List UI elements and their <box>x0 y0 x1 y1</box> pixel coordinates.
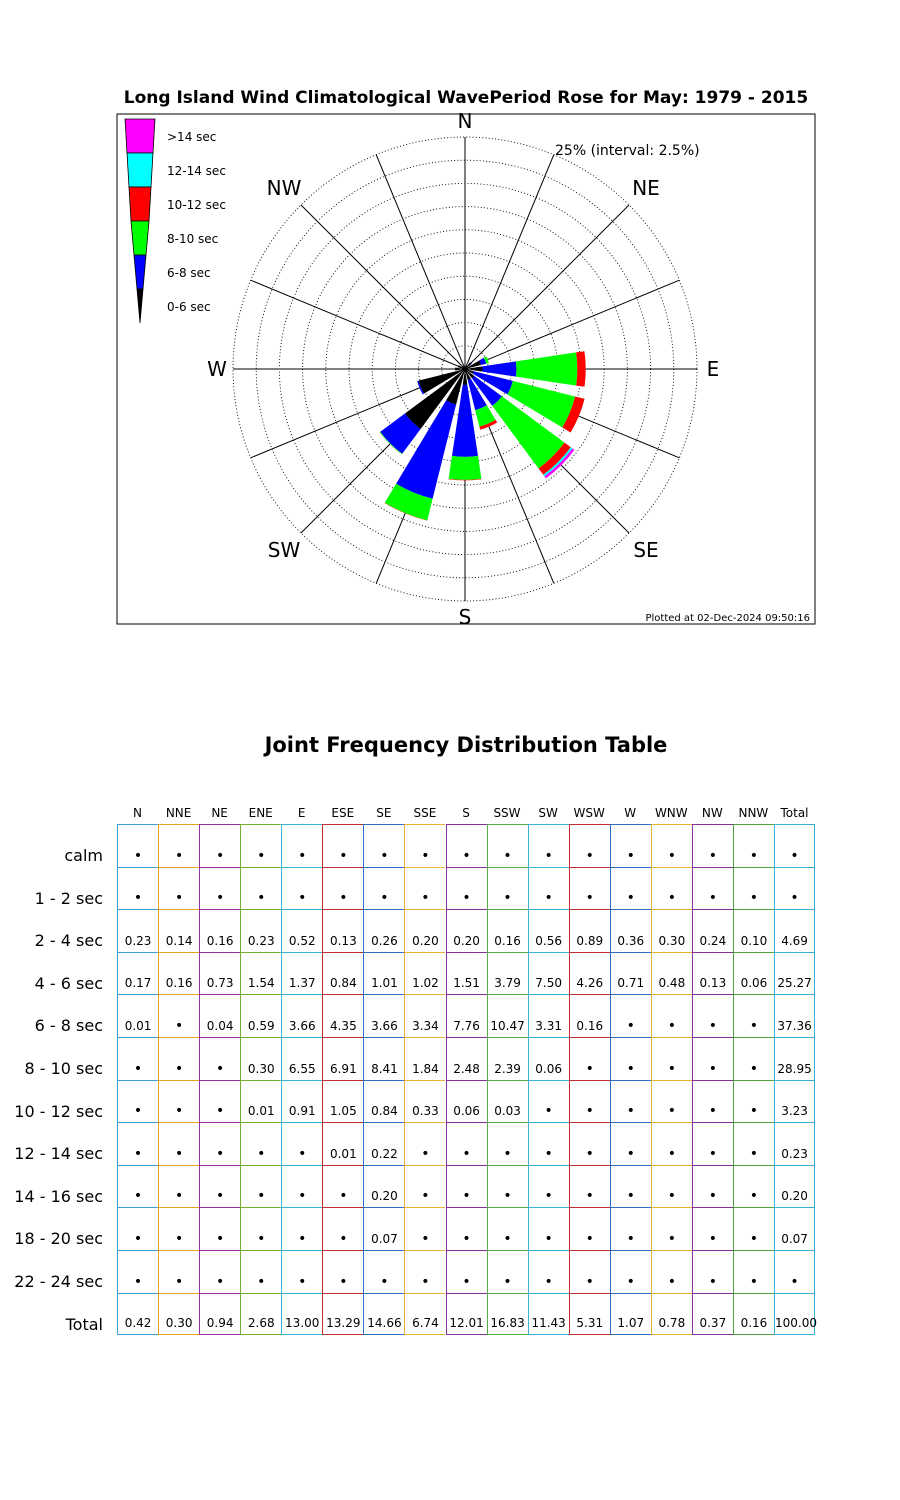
row-header-5: 8 - 10 sec <box>24 1059 103 1078</box>
table-cell: • <box>610 1207 651 1250</box>
compass-label-se: SE <box>633 538 659 562</box>
table-cell: • <box>158 1080 199 1123</box>
compass-label-w: W <box>207 357 227 381</box>
table-cell: 4.69 <box>774 909 815 952</box>
col-header-e: E <box>297 806 306 820</box>
table-title: Joint Frequency Distribution Table <box>264 733 668 757</box>
table-cell: • <box>528 1122 569 1165</box>
table-cell: 3.66 <box>363 994 404 1037</box>
table-cell: • <box>528 867 569 910</box>
table-cell: 2.68 <box>240 1293 281 1336</box>
table-cell: 0.06 <box>528 1037 569 1080</box>
legend-label-1: 12-14 sec <box>167 164 226 178</box>
table-cell: • <box>692 824 733 867</box>
table-cell: 2.39 <box>487 1037 528 1080</box>
table-cell: • <box>651 1207 692 1250</box>
col-header-n: N <box>133 806 142 820</box>
table-cell: 0.23 <box>240 909 281 952</box>
table-cell: • <box>651 1250 692 1293</box>
table-cell: • <box>240 1122 281 1165</box>
table-cell: 0.30 <box>651 909 692 952</box>
table-cell: 0.78 <box>651 1293 692 1336</box>
table-cell: • <box>446 1207 487 1250</box>
table-cell: 28.95 <box>774 1037 815 1080</box>
row-header-4: 6 - 8 sec <box>34 1016 103 1036</box>
table-cell: • <box>199 1165 240 1208</box>
table-cell: • <box>404 1250 445 1293</box>
table-cell: 0.23 <box>774 1122 815 1165</box>
table-cell: • <box>322 1207 363 1250</box>
table-cell: 1.84 <box>404 1037 445 1080</box>
table-cell: 0.16 <box>158 952 199 995</box>
table-cell: • <box>651 1165 692 1208</box>
table-cell: • <box>404 1165 445 1208</box>
row-header-6: 10 - 12 sec <box>14 1101 103 1121</box>
table-cell: • <box>363 824 404 867</box>
table-cell: 3.34 <box>404 994 445 1037</box>
table-cell: 1.02 <box>404 952 445 995</box>
table-cell: • <box>692 867 733 910</box>
table-cell: 1.01 <box>363 952 404 995</box>
table-cell: 0.01 <box>240 1080 281 1123</box>
col-header-sse: SSE <box>413 806 437 820</box>
table-cell: • <box>733 1037 774 1080</box>
table-cell: • <box>404 1207 445 1250</box>
table-cell: 0.20 <box>363 1165 404 1208</box>
table-cell: 14.66 <box>363 1293 404 1336</box>
table-cell: • <box>528 824 569 867</box>
table-cell: 2.48 <box>446 1037 487 1080</box>
table-cell: • <box>240 1165 281 1208</box>
table-cell: • <box>158 1250 199 1293</box>
table-cell: 1.37 <box>281 952 322 995</box>
row-header-9: 18 - 20 sec <box>14 1229 103 1249</box>
table-cell: 0.07 <box>363 1207 404 1250</box>
table-cell: • <box>240 867 281 910</box>
table-cell: 0.06 <box>446 1080 487 1123</box>
table-cell: • <box>117 1165 158 1208</box>
table-cell: • <box>610 1250 651 1293</box>
table-cell: • <box>569 824 610 867</box>
table-cell: 0.17 <box>117 952 158 995</box>
col-header-wnw: WNW <box>654 806 688 820</box>
legend-label-0: >14 sec <box>167 130 217 144</box>
table-cell: 0.33 <box>404 1080 445 1123</box>
table-cell: • <box>199 1207 240 1250</box>
row-header-3: 4 - 6 sec <box>34 973 103 993</box>
table-cell: • <box>487 1207 528 1250</box>
table-cell: 1.51 <box>446 952 487 995</box>
row-header-11: Total <box>65 1314 103 1334</box>
table-cell: • <box>528 1207 569 1250</box>
table-cell: 3.31 <box>528 994 569 1037</box>
table-cell: 8.41 <box>363 1037 404 1080</box>
table-cell: • <box>117 1250 158 1293</box>
col-header-w: W <box>624 806 637 820</box>
table-cell: • <box>528 1080 569 1123</box>
table-cell: 0.16 <box>569 994 610 1037</box>
table-cell: 37.36 <box>774 994 815 1037</box>
table-cell: 100.00 <box>774 1293 815 1336</box>
table-cell: • <box>158 994 199 1037</box>
table-cell: 4.26 <box>569 952 610 995</box>
compass-label-n: N <box>457 109 473 133</box>
plotted-at-label: Plotted at 02-Dec-2024 09:50:16 <box>645 613 810 624</box>
table-cell: 0.94 <box>199 1293 240 1336</box>
col-header-ese: ESE <box>331 806 355 820</box>
row-header-7: 12 - 14 sec <box>14 1144 103 1164</box>
table-cell: 6.91 <box>322 1037 363 1080</box>
table-cell: 4.35 <box>322 994 363 1037</box>
legend-label-3: 8-10 sec <box>167 232 219 246</box>
table-cell: • <box>281 1207 322 1250</box>
table-cell: • <box>692 1207 733 1250</box>
table-cell: • <box>240 824 281 867</box>
compass-label-e: E <box>706 357 720 381</box>
table-cell: 0.13 <box>322 909 363 952</box>
table-cell: • <box>487 824 528 867</box>
table-cell: • <box>240 1207 281 1250</box>
table-cell: • <box>322 1165 363 1208</box>
col-header-se: SE <box>376 806 392 820</box>
row-header-10: 22 - 24 sec <box>14 1272 103 1291</box>
table-cell: • <box>774 867 815 910</box>
table-cell: 0.10 <box>733 909 774 952</box>
table-cell: 0.06 <box>733 952 774 995</box>
table-cell: • <box>651 867 692 910</box>
compass-label-nw: NW <box>266 176 302 200</box>
table-cell: • <box>733 1207 774 1250</box>
table-cell: • <box>199 867 240 910</box>
table-cell: • <box>240 1250 281 1293</box>
table-cell: • <box>199 1037 240 1080</box>
table-cell: • <box>692 1165 733 1208</box>
table-cell: 0.56 <box>528 909 569 952</box>
table-cell: • <box>692 1122 733 1165</box>
table-cell: 0.37 <box>692 1293 733 1336</box>
table-cell: • <box>569 867 610 910</box>
table-cell: • <box>404 867 445 910</box>
table-cell: • <box>322 824 363 867</box>
row-header-1: 1 - 2 sec <box>34 888 103 908</box>
table-cell: 3.23 <box>774 1080 815 1123</box>
table-cell: • <box>610 824 651 867</box>
table-cell: • <box>651 1080 692 1123</box>
table-cell: 10.47 <box>487 994 528 1037</box>
table-cell: • <box>199 1080 240 1123</box>
table-cell: • <box>199 824 240 867</box>
table-cell: • <box>404 1122 445 1165</box>
table-cell: • <box>446 1165 487 1208</box>
row-header-0: calm <box>64 846 103 865</box>
table-cell: • <box>569 1080 610 1123</box>
table-cell: • <box>363 867 404 910</box>
table-cell: 3.79 <box>487 952 528 995</box>
table-cell: • <box>487 1122 528 1165</box>
table-cell: 0.01 <box>117 994 158 1037</box>
table-cell: • <box>733 1080 774 1123</box>
table-cell: • <box>733 1250 774 1293</box>
table-cell: 13.29 <box>322 1293 363 1336</box>
table-cell: 0.20 <box>774 1165 815 1208</box>
table-cell: 0.71 <box>610 952 651 995</box>
col-header-s: S <box>462 806 470 820</box>
row-header-2: 2 - 4 sec <box>34 931 103 951</box>
col-header-ssw: SSW <box>493 806 521 820</box>
table-cell: 25.27 <box>774 952 815 995</box>
table-cell: • <box>281 867 322 910</box>
legend-label-2: 10-12 sec <box>167 198 226 212</box>
table-cell: 0.20 <box>446 909 487 952</box>
table-cell: • <box>158 824 199 867</box>
table-cell: 0.24 <box>692 909 733 952</box>
table-cell: • <box>322 867 363 910</box>
table-cell: • <box>281 1122 322 1165</box>
table-cell: • <box>446 824 487 867</box>
table-cell: • <box>117 867 158 910</box>
table-cell: • <box>158 1122 199 1165</box>
col-header-wsw: WSW <box>573 806 605 820</box>
col-header-nnw: NNW <box>738 806 769 820</box>
table-cell: • <box>651 1037 692 1080</box>
table-cell: 0.16 <box>199 909 240 952</box>
table-cell: 6.55 <box>281 1037 322 1080</box>
table-cell: • <box>199 1250 240 1293</box>
col-header-ne: NE <box>211 806 228 820</box>
table-cell: • <box>158 1037 199 1080</box>
table-cell: • <box>610 1037 651 1080</box>
table-cell: • <box>569 1207 610 1250</box>
table-cell: 0.23 <box>117 909 158 952</box>
table-cell: • <box>363 1250 404 1293</box>
table-cell: • <box>158 1165 199 1208</box>
table-cell: • <box>322 1250 363 1293</box>
table-cell: 3.66 <box>281 994 322 1037</box>
table-cell: • <box>610 1122 651 1165</box>
table-cell: • <box>733 1165 774 1208</box>
table-cell: 0.84 <box>322 952 363 995</box>
table-cell: 0.22 <box>363 1122 404 1165</box>
table-cell: 12.01 <box>446 1293 487 1336</box>
table-cell: • <box>117 824 158 867</box>
table-cell: • <box>158 1207 199 1250</box>
table-cell: 1.05 <box>322 1080 363 1123</box>
table-cell: • <box>733 994 774 1037</box>
table-cell: 0.52 <box>281 909 322 952</box>
table-cell: • <box>651 1122 692 1165</box>
col-header-ene: ENE <box>248 806 273 820</box>
table-cell: • <box>774 1250 815 1293</box>
table-cell: • <box>651 824 692 867</box>
table-cell: • <box>569 1165 610 1208</box>
table-cell: • <box>487 1250 528 1293</box>
table-cell: • <box>487 867 528 910</box>
table-cell: • <box>651 994 692 1037</box>
rose-title: Long Island Wind Climatological WavePeriod Rose for May: 1979 - 2015 <box>123 88 809 108</box>
legend-label-5: 0-6 sec <box>167 300 211 314</box>
table-cell: • <box>733 867 774 910</box>
table-cell: 13.00 <box>281 1293 322 1336</box>
table-cell: 1.54 <box>240 952 281 995</box>
table-cell: • <box>610 994 651 1037</box>
table-cell: • <box>117 1080 158 1123</box>
table-cell: • <box>117 1207 158 1250</box>
row-header-8: 14 - 16 sec <box>14 1186 103 1206</box>
table-cell: • <box>569 1122 610 1165</box>
table-cell: 0.30 <box>158 1293 199 1336</box>
table-cell: • <box>692 994 733 1037</box>
table-cell: 5.31 <box>569 1293 610 1336</box>
table-cell: • <box>692 1037 733 1080</box>
compass-label-ne: NE <box>632 176 660 200</box>
table-cell: 7.76 <box>446 994 487 1037</box>
col-header-sw: SW <box>538 806 558 820</box>
scale-label: 25% (interval: 2.5%) <box>555 143 700 159</box>
table-cell: • <box>528 1165 569 1208</box>
table-cell: • <box>610 1165 651 1208</box>
table-cell: • <box>281 1165 322 1208</box>
table-cell: • <box>692 1080 733 1123</box>
table-cell: • <box>117 1122 158 1165</box>
table-cell: 0.14 <box>158 909 199 952</box>
table-cell: • <box>487 1165 528 1208</box>
table-cell: 0.59 <box>240 994 281 1037</box>
table-cell: 0.42 <box>117 1293 158 1336</box>
table-cell: • <box>117 1037 158 1080</box>
table-cell: 11.43 <box>528 1293 569 1336</box>
table-cell: 16.83 <box>487 1293 528 1336</box>
table-cell: 0.48 <box>651 952 692 995</box>
col-header-total: Total <box>780 806 809 820</box>
col-header-nne: NNE <box>165 806 192 820</box>
col-header-nw: NW <box>701 806 723 820</box>
table-cell: • <box>446 1250 487 1293</box>
table-cell: • <box>158 867 199 910</box>
table-cell: 0.07 <box>774 1207 815 1250</box>
table-cell: 0.16 <box>733 1293 774 1336</box>
table-cell: 0.73 <box>199 952 240 995</box>
table-cell: • <box>281 1250 322 1293</box>
table-cell: • <box>774 824 815 867</box>
table-cell: 0.91 <box>281 1080 322 1123</box>
table-cell: • <box>692 1250 733 1293</box>
compass-label-sw: SW <box>267 538 301 562</box>
table-cell: 0.13 <box>692 952 733 995</box>
table-cell: 0.89 <box>569 909 610 952</box>
table-cell: • <box>610 1080 651 1123</box>
table-cell: • <box>446 867 487 910</box>
table-cell: • <box>281 824 322 867</box>
table-cell: 0.26 <box>363 909 404 952</box>
legend-label-4: 6-8 sec <box>167 266 211 280</box>
table-cell: 0.04 <box>199 994 240 1037</box>
table-cell: • <box>446 1122 487 1165</box>
table-cell: 0.20 <box>404 909 445 952</box>
table-cell: 0.16 <box>487 909 528 952</box>
table-cell: 0.36 <box>610 909 651 952</box>
table-cell: • <box>733 824 774 867</box>
table-cell: • <box>733 1122 774 1165</box>
table-cell: • <box>404 824 445 867</box>
table-cell: 1.07 <box>610 1293 651 1336</box>
table-cell: 0.01 <box>322 1122 363 1165</box>
compass-label-s: S <box>458 605 472 629</box>
table-cell: • <box>610 867 651 910</box>
table-cell: • <box>569 1037 610 1080</box>
table-cell: 7.50 <box>528 952 569 995</box>
table-cell: • <box>528 1250 569 1293</box>
table-cell: 0.84 <box>363 1080 404 1123</box>
table-cell: • <box>199 1122 240 1165</box>
table-cell: • <box>569 1250 610 1293</box>
table-cell: 0.30 <box>240 1037 281 1080</box>
table-cell: 6.74 <box>404 1293 445 1336</box>
table-cell: 0.03 <box>487 1080 528 1123</box>
